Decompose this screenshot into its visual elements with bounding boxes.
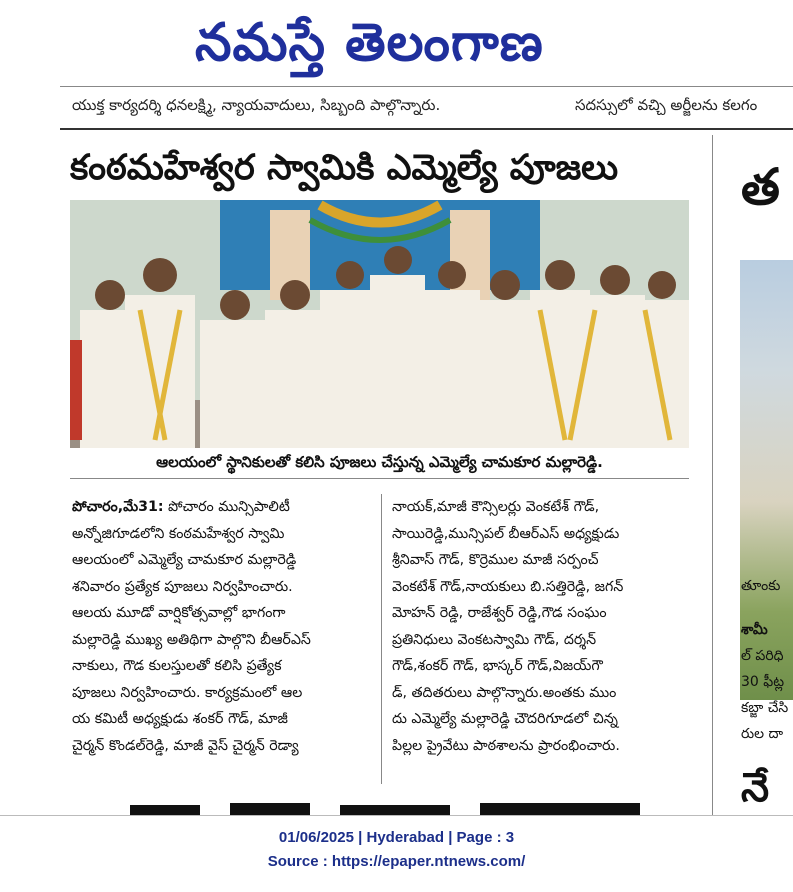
body-line: నాకులు, గౌడ కులస్తులతో కలిసి ప్రత్యేక (72, 658, 282, 674)
body-line: డ్, తదితరులు పాల్గొన్నారు.అంతకు ముం (392, 684, 617, 701)
adjacent-text-line: శామీ (741, 622, 768, 638)
adjacent-text-line: ల్ పరిధి (741, 648, 784, 664)
body-line: సాయిరెడ్డి,మున్సిపల్ బీఆర్ఎస్ అధ్యక్షుడు (392, 525, 620, 542)
article-body-column-1 (72, 494, 372, 759)
top-strip-right-text: సదస్సులో వచ్చి అర్జీలను కలగం (575, 96, 758, 114)
body-line: శనివారం ప్రత్యేక పూజలు నిర్వహించారు. (72, 578, 293, 595)
page-bottom-divider (0, 815, 793, 816)
footer-date-edition-page: 01/06/2025 | Hyderabad | Page : 3 (278, 829, 515, 846)
body-line: మల్లారెడ్డి ముఖ్య అతిథిగా పాల్గొని బీఆర్ఎస్ (72, 631, 311, 648)
article-first-line (72, 494, 372, 521)
top-strip-divider (60, 128, 793, 130)
body-line: మోహన్ రెడ్డి, రాజేశ్వర్ రెడ్డి,గౌడ సంఘం (392, 605, 607, 621)
body-line: పోచారం మున్సిపాలిటీ (168, 499, 290, 515)
article-body-column-2 (392, 494, 690, 759)
adjacent-article-column (713, 130, 793, 810)
masthead-divider (60, 86, 793, 87)
body-line: పిల్లల ప్రైవేటు పాఠశాలను ప్రారంభించారు. (392, 737, 620, 754)
epaper-footer (0, 826, 793, 874)
body-column-divider (381, 494, 382, 784)
body-line: శ్రీనివాస్ గౌడ్, కొర్రెముల మాజీ సర్పంచ్ (392, 552, 599, 568)
body-line: గౌడ్,శంకర్ గౌడ్, భాస్కర్ గౌడ్,విజయ్‌గౌ (392, 658, 603, 674)
body-line: చైర్మన్ కొండల్‌రెడ్డి, మాజీ వైస్ చైర్మన్ రెడ్యా (72, 737, 299, 754)
newspaper-logo: నమస్తే తెలంగాణ (195, 13, 544, 73)
adjacent-headline-fragment: త (741, 158, 780, 216)
footer-source-link[interactable]: Source : https://epaper.ntnews.com/ (267, 853, 526, 870)
body-line: దు ఎమ్మెల్యే మల్లారెడ్డి చౌదరిగూడలో చిన్న (392, 711, 618, 727)
adjacent-caption-fragment: తూంకు (741, 578, 781, 594)
caption-divider (70, 478, 689, 479)
body-line: య కమిటీ అధ్యక్షుడు శంకర్ గౌడ్, మాజీ (72, 711, 288, 727)
article-headline: కంఠమహేశ్వర స్వామికి ఎమ్మెల్యే పూజలు (70, 148, 619, 188)
body-line: నాయక్,మాజీ కౌన్సిలర్లు వెంకటేశ్ గౌడ్, (392, 499, 600, 515)
adjacent-text-line: కబ్జా చేసి (741, 700, 789, 716)
photo-caption: ఆలయంలో స్థానికులతో కలిసి పూజలు చేస్తున్న ఎమ్మెల్యే చామకూర మల్లారెడ్డి. (156, 453, 603, 471)
body-line: ప్రతినిధులు వెంకటస్వామి గౌడ్, దర్శన్ (392, 631, 597, 648)
adjacent-text-line: రుల దా (741, 726, 784, 742)
adjacent-text-line: 30 ఫీట్ల (741, 674, 785, 690)
group-photo-illustration (70, 200, 689, 448)
body-line: పూజలు నిర్వహించారు. కార్యక్రమంలో ఆల (72, 684, 303, 701)
article-photo (70, 200, 689, 448)
top-strip-left-text: యుక్త కార్యదర్శి ధనలక్ష్మి, న్యాయవాదులు, సిబ్బంది పాల్గొన్నారు. (72, 96, 441, 114)
body-line: ఆలయ మూడో వార్షికోత్సవాల్లో భాగంగా (72, 605, 286, 621)
body-line: వెంకటేశ్ గౌడ్,నాయకులు బి.సత్తిరెడ్డి, జగన్ (392, 578, 624, 595)
body-line: ఆలయంలో ఎమ్మెల్యే చామకూర మల్లారెడ్డి (72, 552, 297, 568)
dateline: పోచారం,మే31: (72, 499, 164, 515)
masthead (0, 0, 793, 90)
body-line: అన్నోజిగూడలోని కంఠమహేశ్వర స్వామి (72, 525, 285, 542)
next-headline-cutoff (120, 795, 660, 815)
adjacent-bottom-headline-fragment: నే (741, 765, 770, 810)
